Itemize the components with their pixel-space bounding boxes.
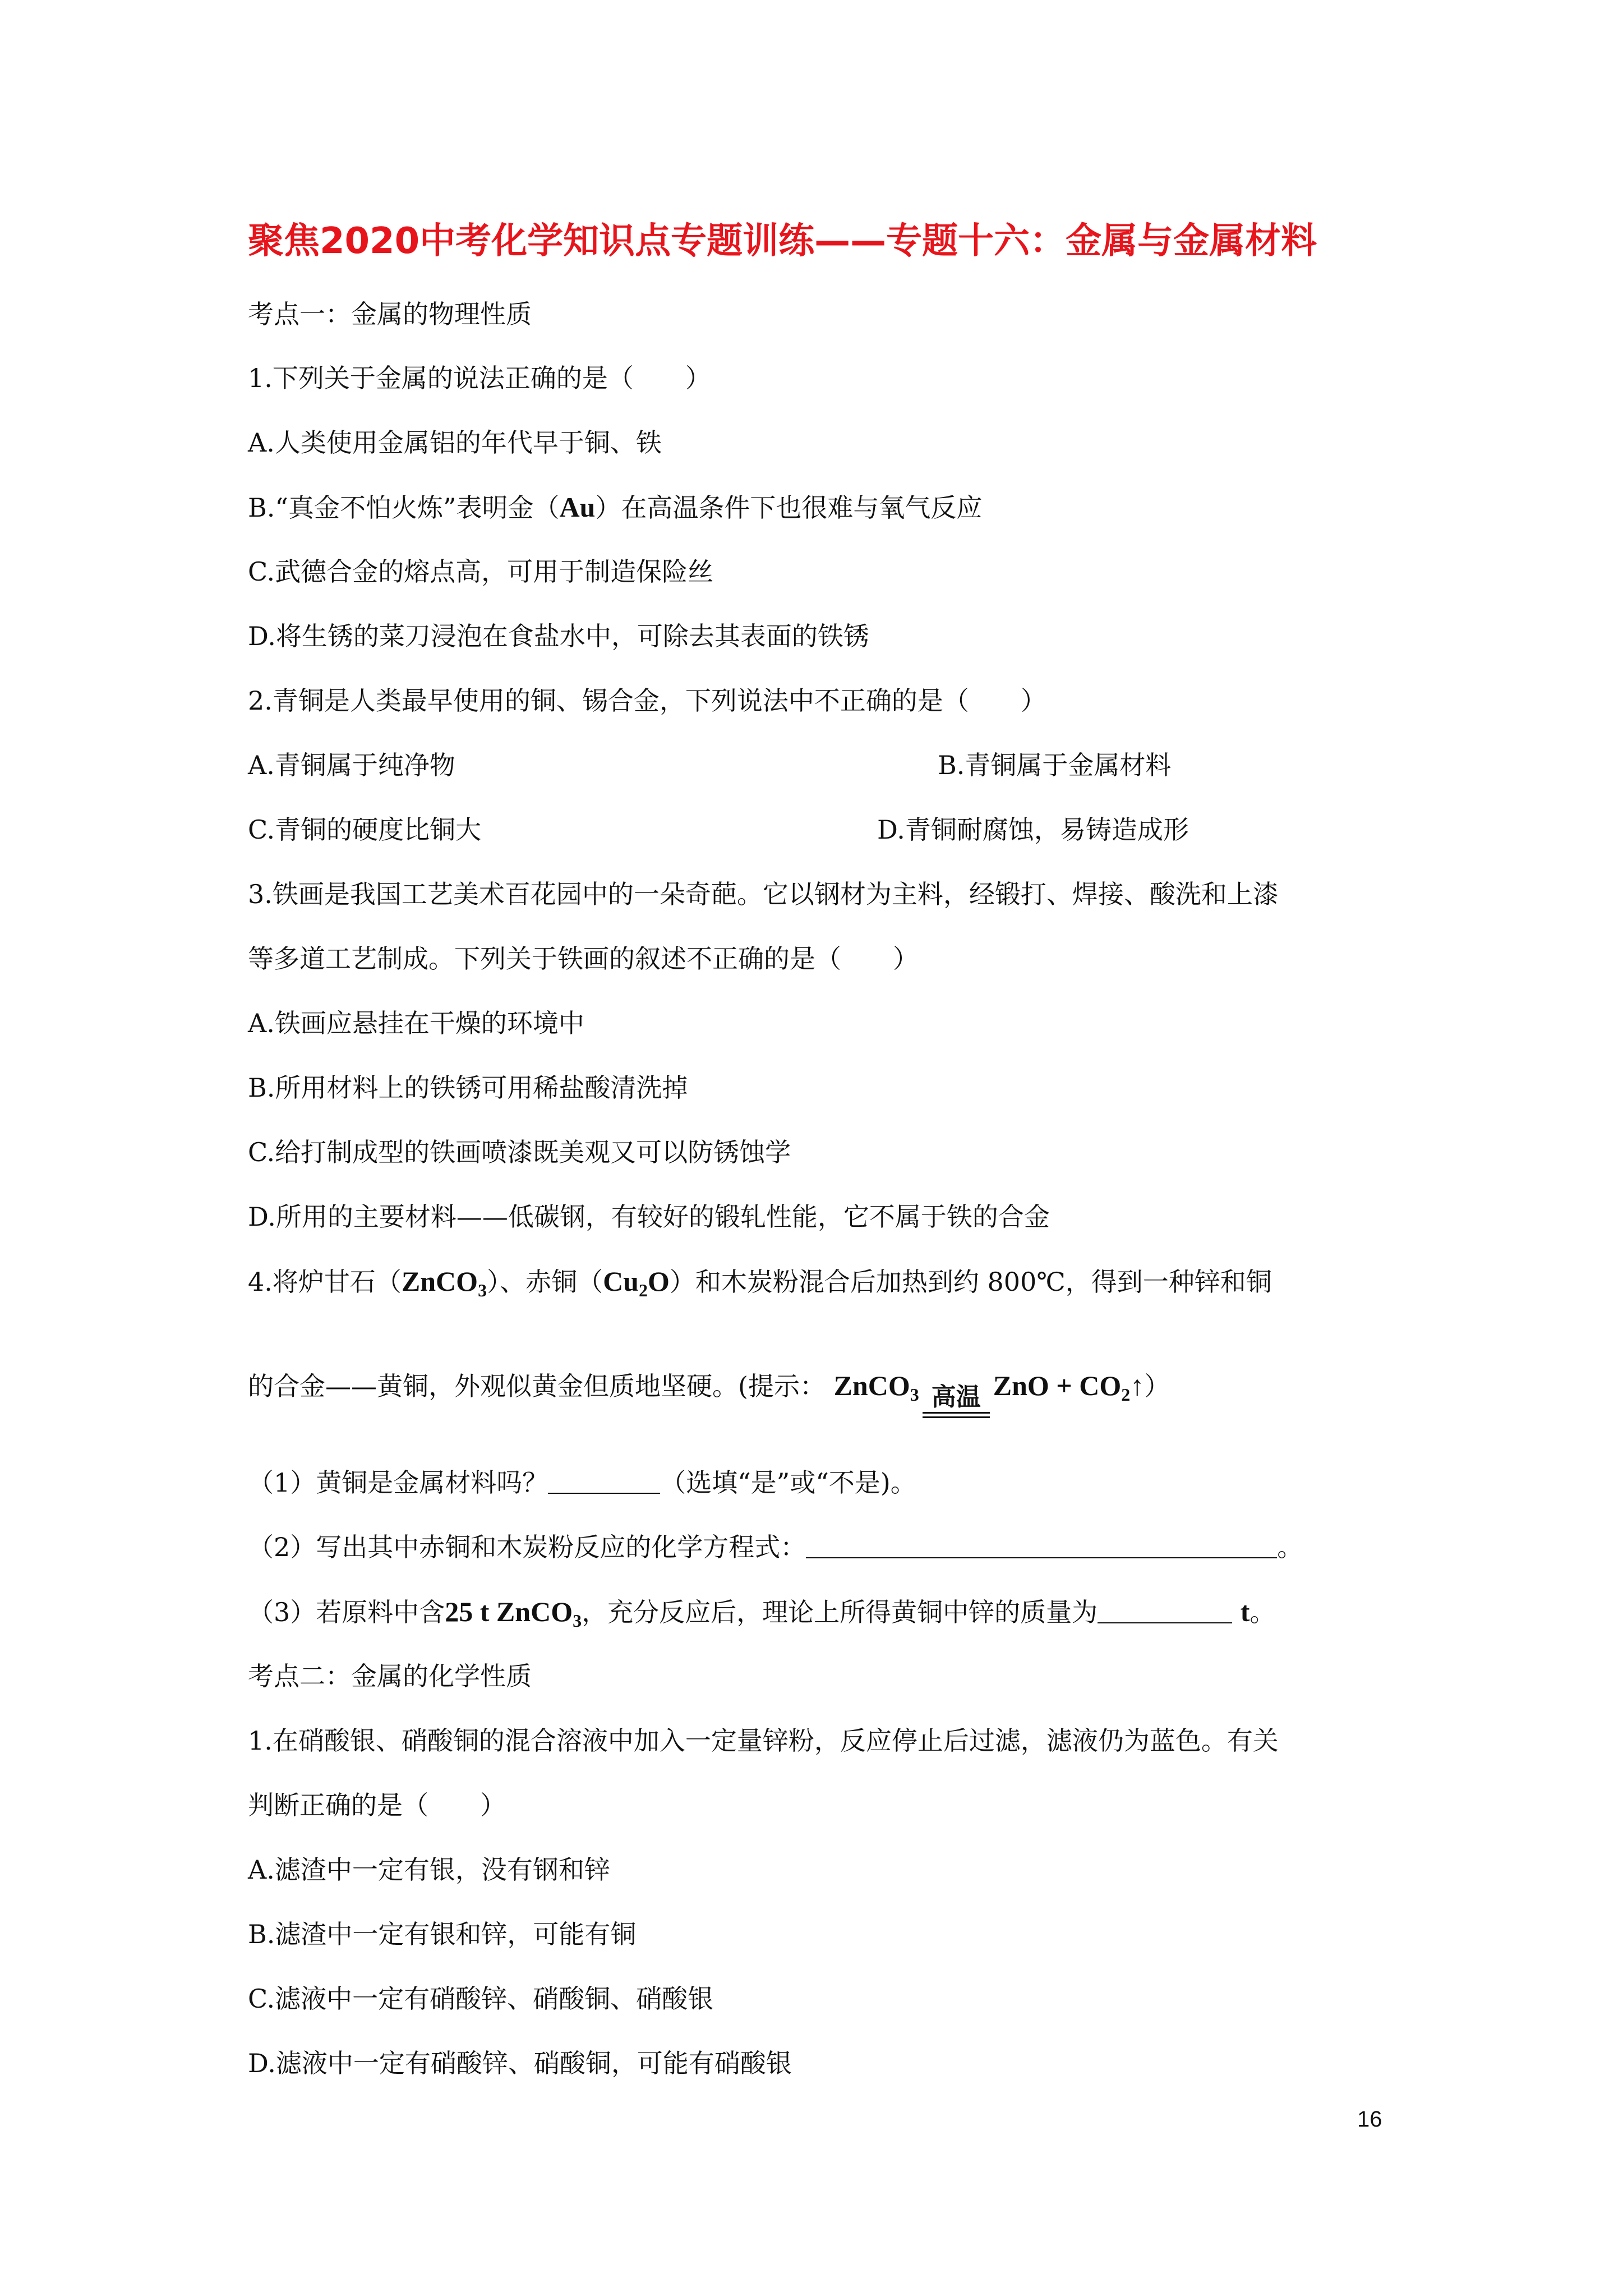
q3-stem-line2: 等多道工艺制成。下列关于铁画的叙述不正确的是（ ） (248, 944, 919, 974)
q4-part2: （2）写出其中赤铜和木炭粉反应的化学方程式： 。 (248, 1532, 1303, 1562)
s2-q1-stem-line1: 1.在硝酸银、硝酸铜的混合溶液中加入一定量锌粉，反应停止后过滤，滤液仍为蓝色。有关 (248, 1726, 1279, 1756)
q4-part3: （3）若原料中含25 t ZnCO$_3$，充分反应后，理论上所得黄铜中锌的质量为 t。 (248, 1596, 1276, 1631)
s2-q1-option-b: B.滤渣中一定有银和锌，可能有铜 (248, 1919, 637, 1949)
q4-part1: （1）黄铜是金属材料吗？ （选填“是”或“不是)。 (248, 1467, 916, 1498)
q1-stem: 1.下列关于金属的说法正确的是（ ） (248, 363, 711, 393)
q4-stem-line2: 的合金——黄铜，外观似黄金但质地坚硬。(提示： ZnCO$_3$ 高温 ZnO + $CO_2↑$） (248, 1369, 1170, 1418)
s2-q1-stem-line2: 判断正确的是（ ） (248, 1790, 506, 1820)
q2-option-a: A.青铜属于纯净物 (248, 750, 455, 780)
equation-reactant: ZnCO$_3$ (833, 1370, 919, 1405)
q3-option-d: D.所用的主要材料——低碳钢，有较好的锻轧性能，它不属于铁的合金 (248, 1202, 1050, 1232)
page-number: 16 (1357, 2107, 1382, 2132)
chem-cu2o: $Cu_2O$ (603, 1266, 670, 1300)
q3-option-a: A.铁画应悬挂在干燥的环境中 (248, 1008, 584, 1038)
chem-25t-znco3: 25 t ZnCO$_3$ (445, 1596, 582, 1631)
answer-blank-1[interactable] (548, 1468, 660, 1494)
q3-stem-line1: 3.铁画是我国工艺美术百花园中的一朵奇葩。它以钢材为主料，经锻打、焊接、酸洗和上漆 (248, 879, 1279, 909)
q1-option-c: C.武德合金的熔点高，可用于制造保险丝 (248, 556, 714, 587)
equation-products: ZnO + $CO_2$ (993, 1370, 1131, 1405)
answer-blank-2[interactable] (806, 1533, 1277, 1558)
q2-option-c: C.青铜的硬度比铜大 (248, 815, 482, 845)
equation-condition: 高温 (923, 1383, 990, 1418)
chem-znco3: ZnCO$_3$ (401, 1266, 487, 1300)
section2-heading: 考点二：金属的化学性质 (248, 1661, 532, 1691)
s2-q1-option-c: C.滤液中一定有硝酸锌、硝酸铜、硝酸银 (248, 1984, 714, 2014)
q1-option-a: A.人类使用金属铝的年代早于铜、铁 (248, 427, 662, 458)
equal-sign (923, 1412, 990, 1418)
chem-au: Au (559, 491, 596, 523)
q2-option-d: D.青铜耐腐蚀，易铸造成形 (877, 815, 1189, 845)
q1-option-d: D.将生锈的菜刀浸泡在食盐水中，可除去其表面的铁锈 (248, 621, 869, 651)
q4-stem-line1: 4.将炉甘石（ZnCO$_3$）、赤铜$(Cu_2O)$和木炭粉混合后加热到约 800℃，得到一种锌和铜 (248, 1266, 1272, 1300)
section1-heading: 考点一：金属的物理性质 (248, 299, 532, 329)
s2-q1-option-d: D.滤液中一定有硝酸锌、硝酸铜，可能有硝酸银 (248, 2048, 792, 2078)
page-title: 聚焦2020中考化学知识点专题训练——专题十六：金属与金属材料 (248, 220, 1317, 262)
gas-arrow-icon: ↑ (1130, 1370, 1145, 1401)
s2-q1-option-a: A.滤渣中一定有银，没有钢和锌 (248, 1855, 610, 1885)
q3-option-b: B.所用材料上的铁锈可用稀盐酸清洗掉 (248, 1073, 688, 1103)
answer-blank-3[interactable] (1098, 1598, 1232, 1623)
q2-stem: 2.青铜是人类最早使用的铜、锡合金，下列说法中不正确的是（ ） (248, 685, 1046, 716)
q3-option-c: C.给打制成型的铁画喷漆既美观又可以防锈蚀学 (248, 1137, 791, 1167)
q1-option-b: B.“真金不怕火炼”表明金（Au）在高温条件下也很难与氧气反应 (248, 491, 983, 523)
q2-option-b: B.青铜属于金属材料 (938, 750, 1172, 780)
